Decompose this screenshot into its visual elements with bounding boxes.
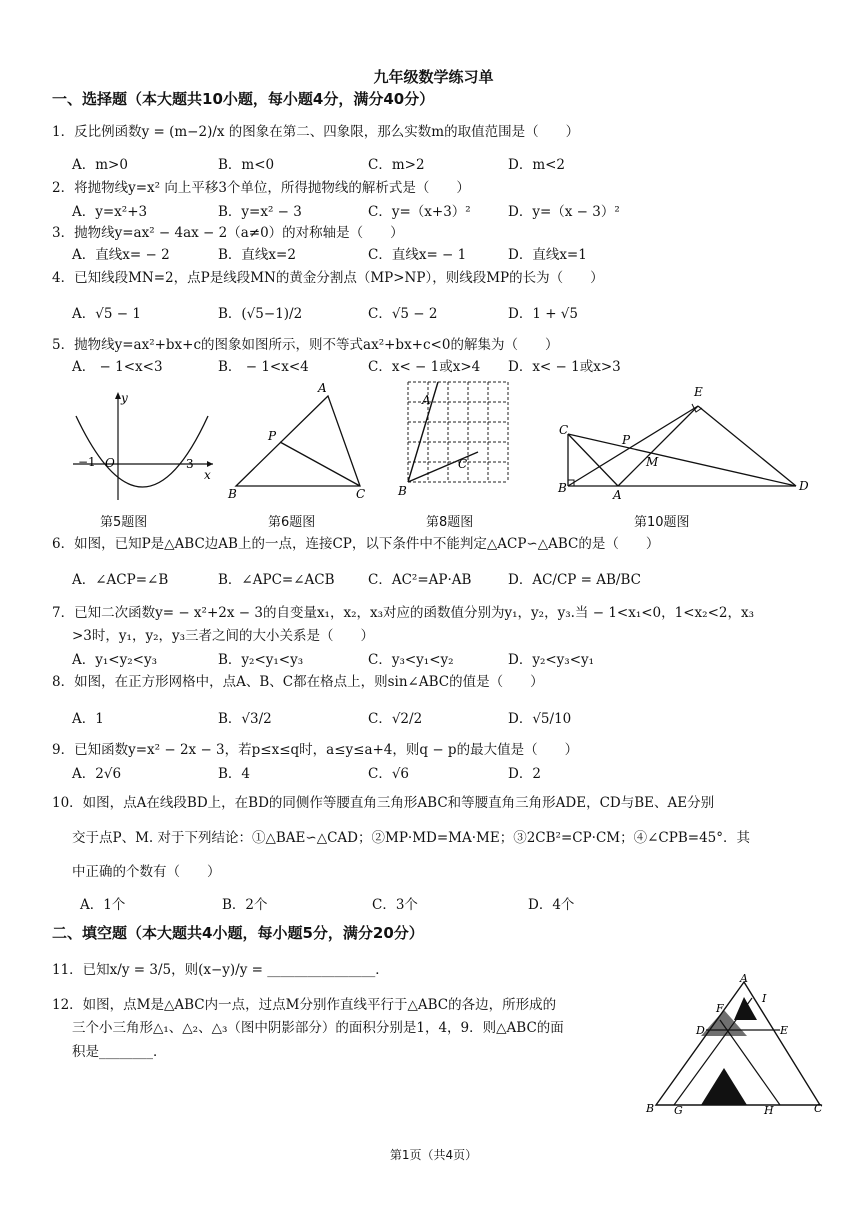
q9-option-d: D．2 [508, 766, 541, 782]
q8-option-c: C．√2/2 [368, 711, 423, 727]
fig12-label-f: F [716, 1002, 724, 1015]
fig10-label-a: A [613, 488, 622, 502]
fig5-label-3: 3 [186, 457, 194, 471]
q6-option-b: B．∠APC=∠ACB [218, 572, 335, 588]
q8-option-a: A．1 [72, 711, 104, 727]
q7-option-b: B．y₂<y₁<y₃ [218, 652, 304, 668]
fig12-label-e: E [780, 1024, 789, 1037]
q4-option-d: D．1 + √5 [508, 306, 578, 322]
q4-option-a: A．√5 − 1 [72, 306, 141, 322]
q3-option-b: B．直线x=2 [218, 247, 296, 263]
q5-option-a: A． − 1<x<3 [72, 359, 163, 375]
section-heading-fill: 二、填空题（本大题共4小题，每小题5分，满分20分） [52, 924, 424, 942]
fig12-label-c: C [814, 1102, 823, 1115]
q2-option-d: D．y=（x − 3）² [508, 204, 620, 220]
q6-option-c: C．AC²=AP·AB [368, 572, 472, 588]
question-4-stem: 4．已知线段MN=2，点P是线段MN的黄金分割点（MP>NP），则线段MP的长为（ ） [52, 270, 604, 286]
fig10-label-e: E [694, 385, 703, 399]
fig10-label-c: C [559, 423, 569, 437]
page-footer: 第1页（共4页） [389, 1148, 478, 1162]
document-title: 九年级数学练习单 [373, 68, 494, 86]
fig8-label-c: C [458, 457, 468, 471]
fig12-label-a: A [740, 972, 748, 985]
fig10-label-m: M [646, 455, 659, 469]
fig12-label-b: B [646, 1102, 655, 1115]
fig5-label-neg1: −1 [78, 455, 96, 469]
figure-10-triangles [556, 382, 811, 502]
question-1-stem: 1．反比例函数y = (m−2)/x 的图象在第二、四象限，那么实数m的取值范围是（ ） [52, 124, 580, 140]
fig8-label-a: A [422, 393, 431, 407]
fig6-label-a: A [318, 382, 327, 395]
fig6-label-b: B [228, 487, 237, 501]
fig12-label-i: I [762, 992, 767, 1005]
question-3-stem: 3．抛物线y=ax² − 4ax − 2（a≠0）的对称轴是（ ） [52, 225, 404, 241]
q3-option-a: A．直线x= − 2 [72, 247, 170, 263]
fig12-label-h: H [764, 1104, 774, 1117]
fig5-label-y: y [121, 391, 128, 405]
triangle-abc [656, 982, 820, 1105]
q2-option-b: B．y=x² − 3 [218, 204, 302, 220]
shaded-triangle-small [734, 997, 757, 1020]
figure-5-parabola [68, 388, 218, 503]
fig5-label-x: x [204, 468, 211, 482]
question-10-stem-line3: 中正确的个数有（ ） [72, 864, 221, 880]
fig8-label-b: B [398, 484, 407, 498]
q7-option-d: D．y₂<y₃<y₁ [508, 652, 595, 668]
fig6-label-p: P [268, 429, 277, 443]
q7-option-a: A．y₁<y₂<y₃ [72, 652, 157, 668]
section-heading-choice: 一、选择题（本大题共10小题，每小题4分，满分40分） [52, 90, 435, 108]
question-5-stem: 5．抛物线y=ax²+bx+c的图象如图所示，则不等式ax²+bx+c<0的解集为（ ） [52, 337, 559, 353]
figure-8-grid [396, 378, 516, 502]
q1-option-b: B．m<0 [218, 157, 275, 173]
fig12-label-d: D [696, 1024, 705, 1037]
q10-option-c: C．3个 [372, 897, 418, 913]
figure-12-triangle [640, 972, 825, 1118]
figure-6-caption: 第6题图 [268, 515, 316, 530]
q6-option-d: D．AC/CP = AB/BC [508, 572, 641, 588]
q10-option-a: A．1个 [80, 897, 126, 913]
q1-option-c: C．m>2 [368, 157, 425, 173]
question-12-line2: 三个小三角形△₁、△₂、△₃（图中阴影部分）的面积分别是1，4，9．则△ABC的面 [72, 1020, 564, 1036]
q9-option-c: C．√6 [368, 766, 410, 782]
q4-option-c: C．√5 − 2 [368, 306, 438, 322]
fig10-label-p: P [622, 433, 631, 447]
question-12-line3: 积是________． [72, 1044, 167, 1060]
question-7-stem-line1: 7．已知二次函数y= − x²+2x − 3的自变量x₁，x₂，x₃对应的函数值分别为y₁，y₂，y₃.当 − 1<x₁<0，1<x₂<2，x₃ [52, 605, 754, 621]
q8-option-d: D．√5/10 [508, 711, 572, 727]
fig6-label-c: C [356, 487, 366, 501]
question-11-stem: 11．已知x/y = 3/5，则(x−y)/y = ________________． [52, 962, 389, 978]
x-axis-arrow-icon [207, 461, 213, 467]
segment-cp [280, 442, 360, 486]
fig5-label-origin: O [105, 456, 115, 470]
q3-option-d: D．直线x=1 [508, 247, 587, 263]
figure-5-caption: 第5题图 [100, 515, 148, 530]
q1-option-a: A．m>0 [72, 157, 128, 173]
q5-option-b: B． − 1<x<4 [218, 359, 309, 375]
q10-option-b: B．2个 [222, 897, 268, 913]
shaded-triangle-large [701, 1068, 747, 1105]
q9-option-b: B．4 [218, 766, 251, 782]
fig10-label-b: B [558, 481, 567, 495]
question-12-line1: 12．如图，点M是△ABC内一点，过点M分别作直线平行于△ABC的各边，所形成的 [52, 997, 557, 1013]
question-8-stem: 8．如图，在正方形网格中，点A、B、C都在格点上，则sin∠ABC的值是（ ） [52, 674, 544, 690]
q5-option-c: C．x< − 1或x>4 [368, 359, 481, 375]
question-7-stem-line2: >3时，y₁，y₂，y₃三者之间的大小关系是（ ） [72, 628, 375, 644]
question-10-stem-line2: 交于点P、M. 对于下列结论：①△BAE∽△CAD；②MP·MD=MA·ME；③2CB²=CP·CM；④∠CPB=45°．其 [72, 830, 750, 846]
fig12-label-m: M [742, 1034, 754, 1047]
question-2-stem: 2．将抛物线y=x² 向上平移3个单位，所得抛物线的解析式是（ ） [52, 180, 470, 196]
q4-option-b: B．(√5−1)/2 [218, 306, 303, 322]
q2-option-a: A．y=x²+3 [72, 204, 148, 220]
figure-6-triangle [226, 382, 376, 502]
segment-cd [568, 434, 796, 486]
figure-10-caption: 第10题图 [634, 515, 690, 530]
q8-option-b: B．√3/2 [218, 711, 272, 727]
q3-option-c: C．直线x= − 1 [368, 247, 467, 263]
q2-option-c: C．y=（x+3）² [368, 204, 471, 220]
q6-option-a: A．∠ACP=∠B [72, 572, 169, 588]
segment-be [568, 406, 698, 486]
q10-option-d: D．4个 [528, 897, 575, 913]
parabola-curve [76, 416, 208, 487]
figure-8-caption: 第8题图 [426, 515, 474, 530]
q1-option-d: D．m<2 [508, 157, 566, 173]
q9-option-a: A．2√6 [72, 766, 122, 782]
q7-option-c: C．y₃<y₁<y₂ [368, 652, 454, 668]
triangle-abc [236, 396, 360, 486]
question-9-stem: 9．已知函数y=x² − 2x − 3，若p≤x≤q时，a≤y≤a+4，则q − p的最大值是（ ） [52, 742, 579, 758]
question-10-stem-line1: 10．如图，点A在线段BD上，在BD的同侧作等腰直角三角形ABC和等腰直角三角形ADE，CD与BE、AE分别 [52, 795, 715, 811]
fig12-label-g: G [674, 1104, 683, 1117]
fig10-label-d: D [799, 479, 809, 493]
segment-ed [698, 406, 796, 486]
q5-option-d: D．x< − 1或x>3 [508, 359, 621, 375]
question-6-stem: 6．如图，已知P是△ABC边AB上的一点，连接CP，以下条件中不能判定△ACP∽△ABC的是（ ） [52, 536, 660, 552]
